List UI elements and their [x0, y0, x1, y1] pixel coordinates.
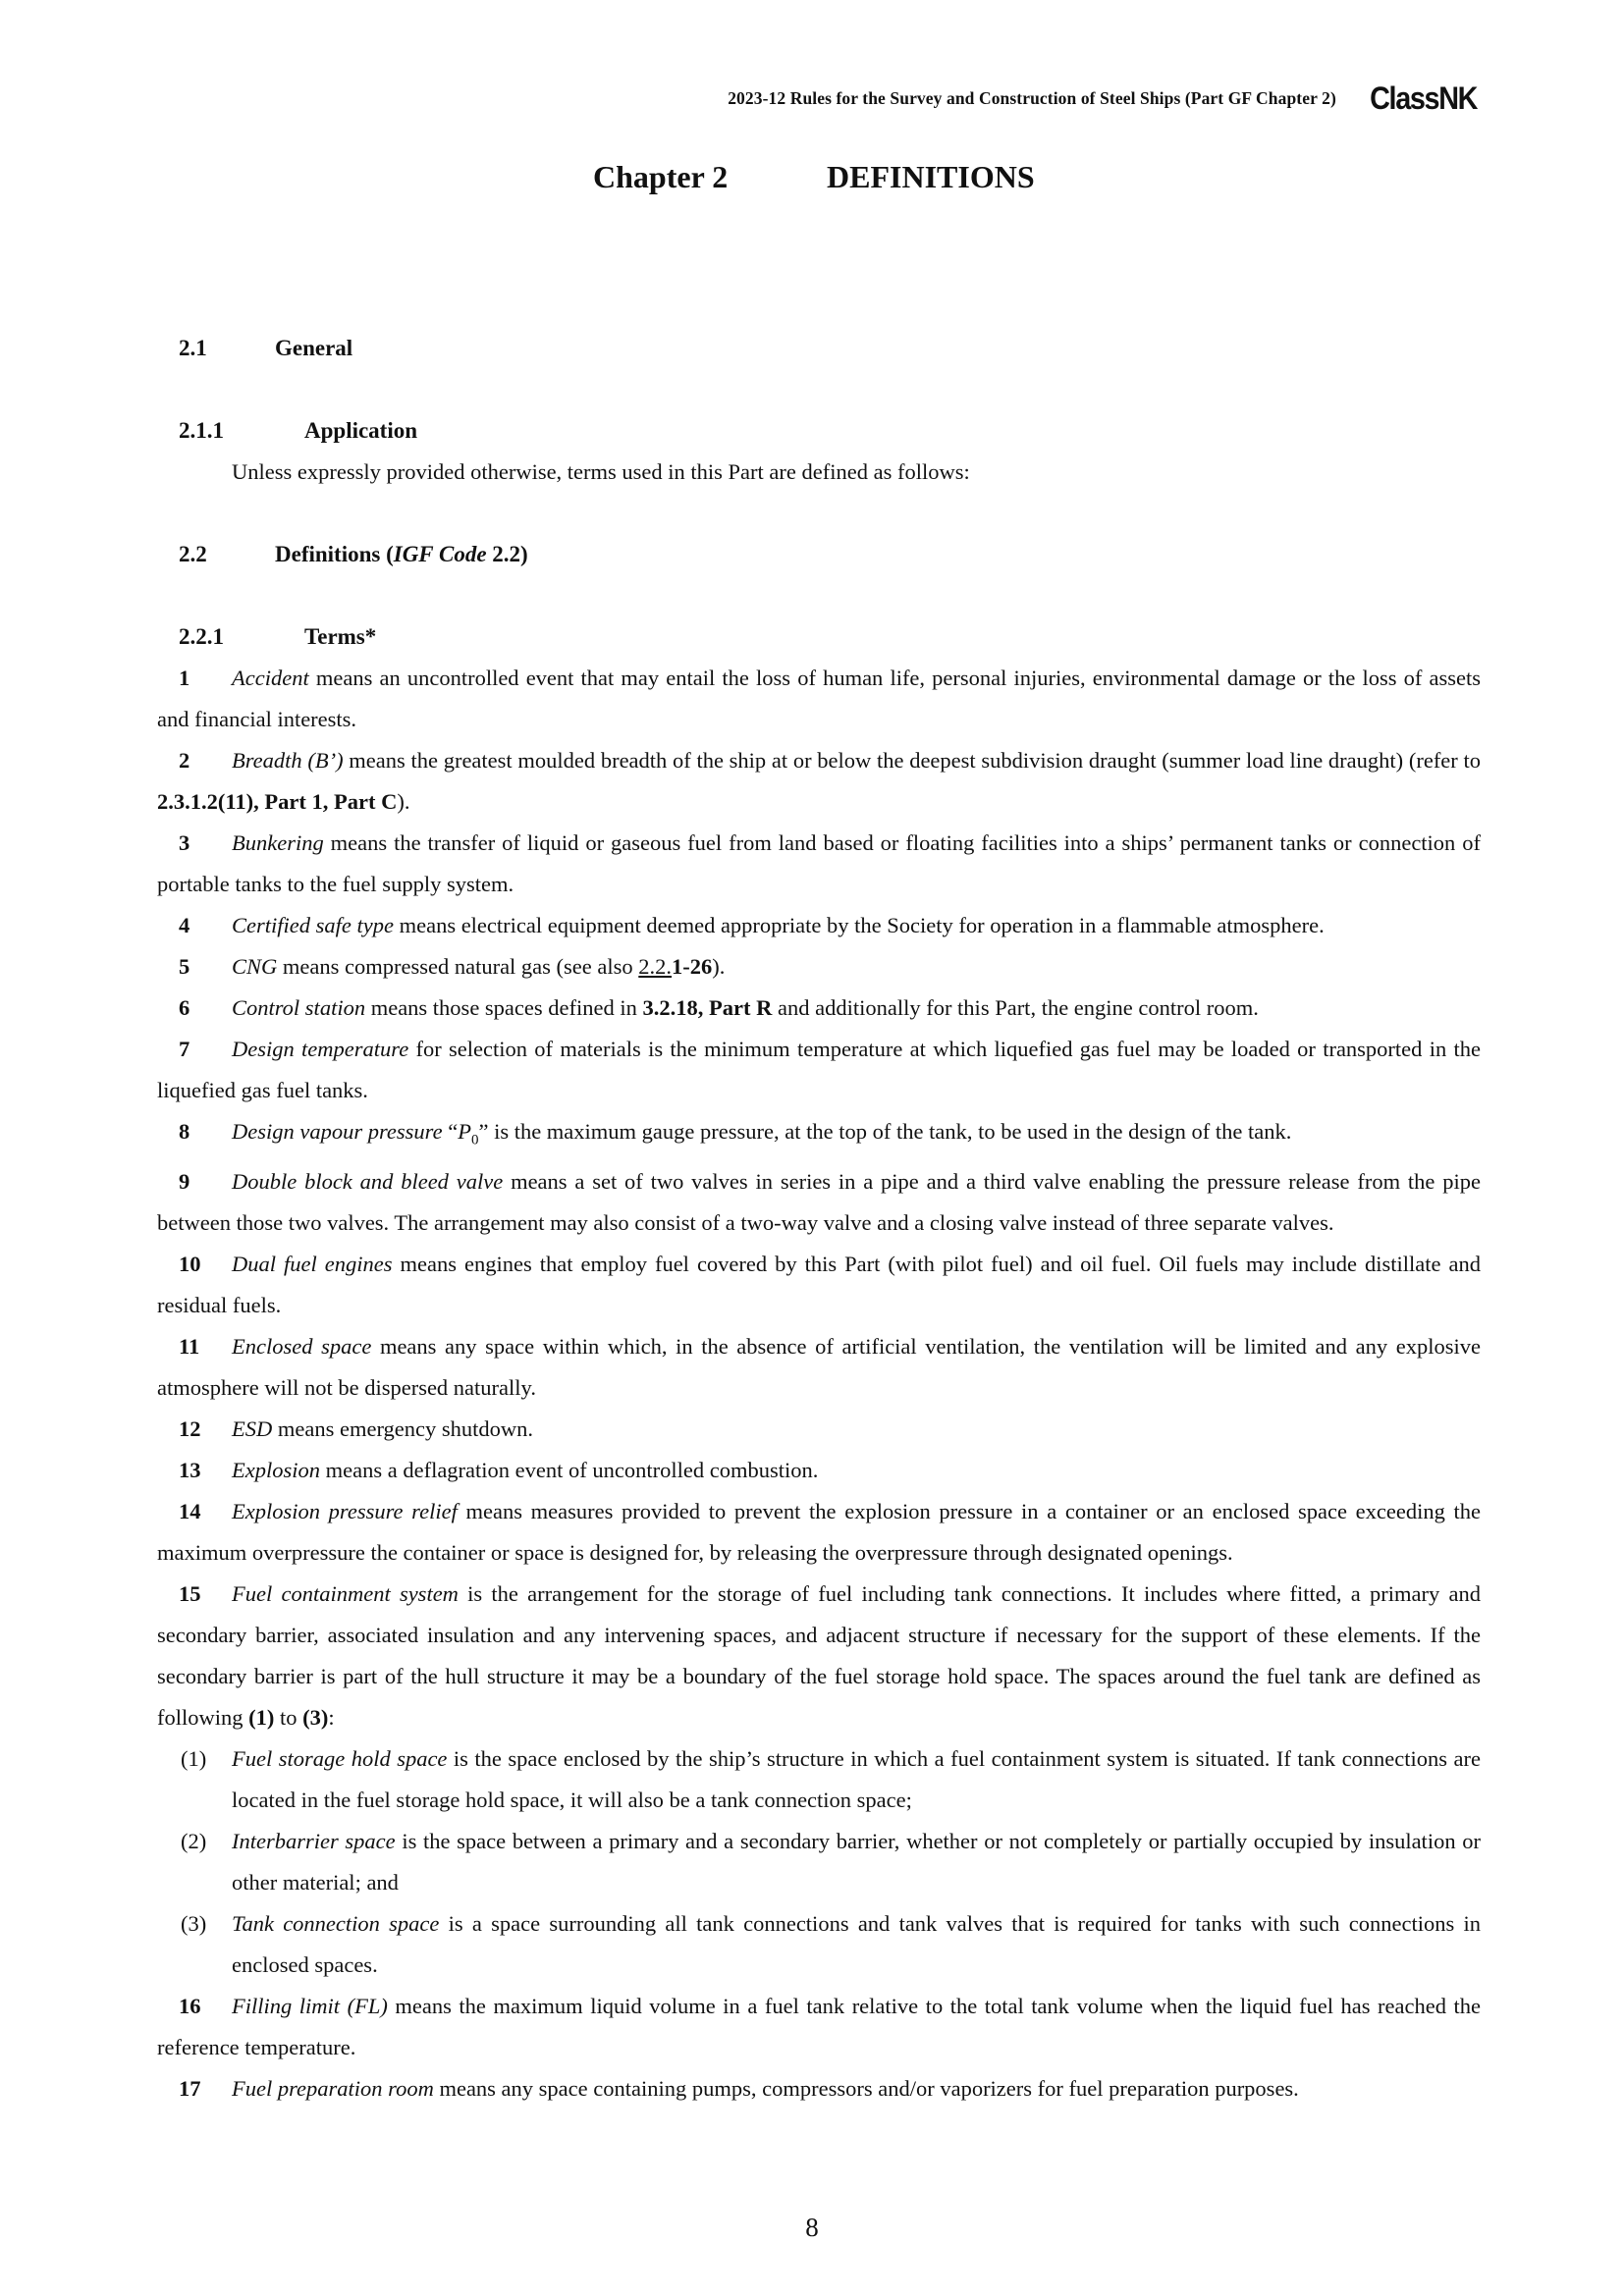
definition-item: 8 Design vapour pressure “$P_0$” is the maximum gauge pressure, at the top of the tank, to be used in the design of the tank. [179, 1119, 1292, 1148]
definition-item: 14 Explosion pressure relief means measures provided to prevent the explosion pressure in a container or an enclosed space exceeding the maximum overpressure the container or space is designed for, by releasing the overpressure through designated openings. [157, 1498, 1482, 1565]
definition-item: 5 CNG means compressed natural gas (see also 2.2.1-26). [179, 954, 726, 979]
section-number: 2.2.1 [179, 624, 224, 649]
definition-item: 17 Fuel preparation room means any space containing pumps, compressors and/or vaporizers for fuel preparation purposes. [179, 2075, 1299, 2101]
chapter-title: DEFINITIONS [827, 159, 1035, 194]
definition-item: 16 Filling limit (FL) means the maximum liquid volume in a fuel tank relative to the total tank volume when the liquid fuel has reached the reference temperature. [157, 1993, 1482, 2059]
section-2-2-1-heading [157, 616, 1481, 658]
definition-item: 2 Breadth (B’) means the greatest moulded breadth of the ship at or below the deepest subdivision draught (summer load line draught) (refer to 2.3.1.2(11), Part 1, Part C). [157, 748, 1481, 814]
running-header [157, 79, 1477, 118]
definition-item: 6 Control station means those spaces defined in 3.2.18, Part R and additionally for this Part, the engine control room. [179, 995, 1259, 1020]
definition-item: 1 Accident means an uncontrolled event that may entail the loss of human life, personal injuries, environmental damage or the loss of assets and financial interests. [157, 666, 1481, 731]
definition-item: 3 Bunkering means the transfer of liquid or gaseous fuel from land based or floating facilities into a ships’ permanent tanks or connection of portable tanks to the fuel supply system. [157, 830, 1481, 896]
section-number: 2.1 [179, 336, 207, 360]
definition-item: 11 Enclosed space means any space within which, in the absence of artificial ventilation, the ventilation will be limited and any explosive atmosphere will not be dispersed naturally. [157, 1333, 1481, 1400]
section-2-1-heading [157, 328, 1481, 369]
section-title: Terms* [304, 624, 377, 649]
section-number: 2.2 [179, 542, 207, 566]
classnk-logo: ClassNK [1370, 80, 1477, 116]
definition-item: 4 Certified safe type means electrical equipment deemed appropriate by the Society for operation in a flammable atmosphere. [179, 913, 1325, 937]
section-title: Definitions (IGF Code 2.2) [275, 542, 528, 566]
chapter-number: Chapter 2 [593, 159, 729, 194]
definition-subitem: (2) Interbarrier space is the space between a primary and a secondary barrier, whether or not completely or partially occupied by insulation or other material; and [181, 1828, 1481, 1895]
definition-item: 15 Fuel containment system is the arrangement for the storage of fuel including tank connections. It includes where fitted, a primary and secondary barrier, associated insulation and any intervening spaces, and adjacent structure if necessary for the support of these elements. If the secondary barrier is part of the hull structure it may be a boundary of the fuel storage hold space. The spaces around the fuel tank are defined as following (1) to (3): [157, 1580, 1481, 1730]
page-number: 8 [805, 2213, 819, 2242]
application-text: Unless expressly provided otherwise, terms used in this Part are defined as follows: [232, 459, 970, 484]
definition-subitem: (1) Fuel storage hold space is the space enclosed by the ship’s structure in which a fuel containment system is situated. If tank connections are located in the fuel storage hold space, it will also be a tank connection space; [181, 1745, 1481, 1812]
definition-item: 7 Design temperature for selection of materials is the minimum temperature at which liquefied gas fuel may be loaded or transported in the liquefied gas fuel tanks. [157, 1037, 1481, 1102]
section-2-1-1-heading [157, 410, 1481, 452]
cross-reference-link[interactable]: 2.2. [638, 954, 673, 979]
section-2-2-heading [157, 534, 1481, 575]
definition-subitem: (3) Tank connection space is a space surrounding all tank connections and tank valves that is required for tanks with such connections in enclosed spaces. [181, 1910, 1481, 1977]
page-body [157, 328, 1481, 2109]
section-title: Application [304, 418, 418, 443]
definition-item: 9 Double block and bleed valve means a set of two valves in series in a pipe and a third valve enabling the pressure release from the pipe between those two valves. The arrangement may also consist of a two-way valve and a closing valve instead of three separate valves. [157, 1168, 1481, 1235]
section-number: 2.1.1 [179, 418, 224, 443]
section-title: General [275, 336, 353, 360]
running-title: 2023-12 Rules for the Survey and Construction of Steel Ships (Part GF Chapter 2) [728, 87, 1336, 108]
definition-item: 13 Explosion means a deflagration event of uncontrolled combustion. [179, 1457, 819, 1482]
definition-item: 10 Dual fuel engines means engines that employ fuel covered by this Part (with pilot fuel) and oil fuel. Oil fuels may include distillate and residual fuels. [157, 1251, 1481, 1317]
chapter-heading [0, 159, 1624, 208]
definition-item: 12 ESD means emergency shutdown. [179, 1415, 534, 1441]
